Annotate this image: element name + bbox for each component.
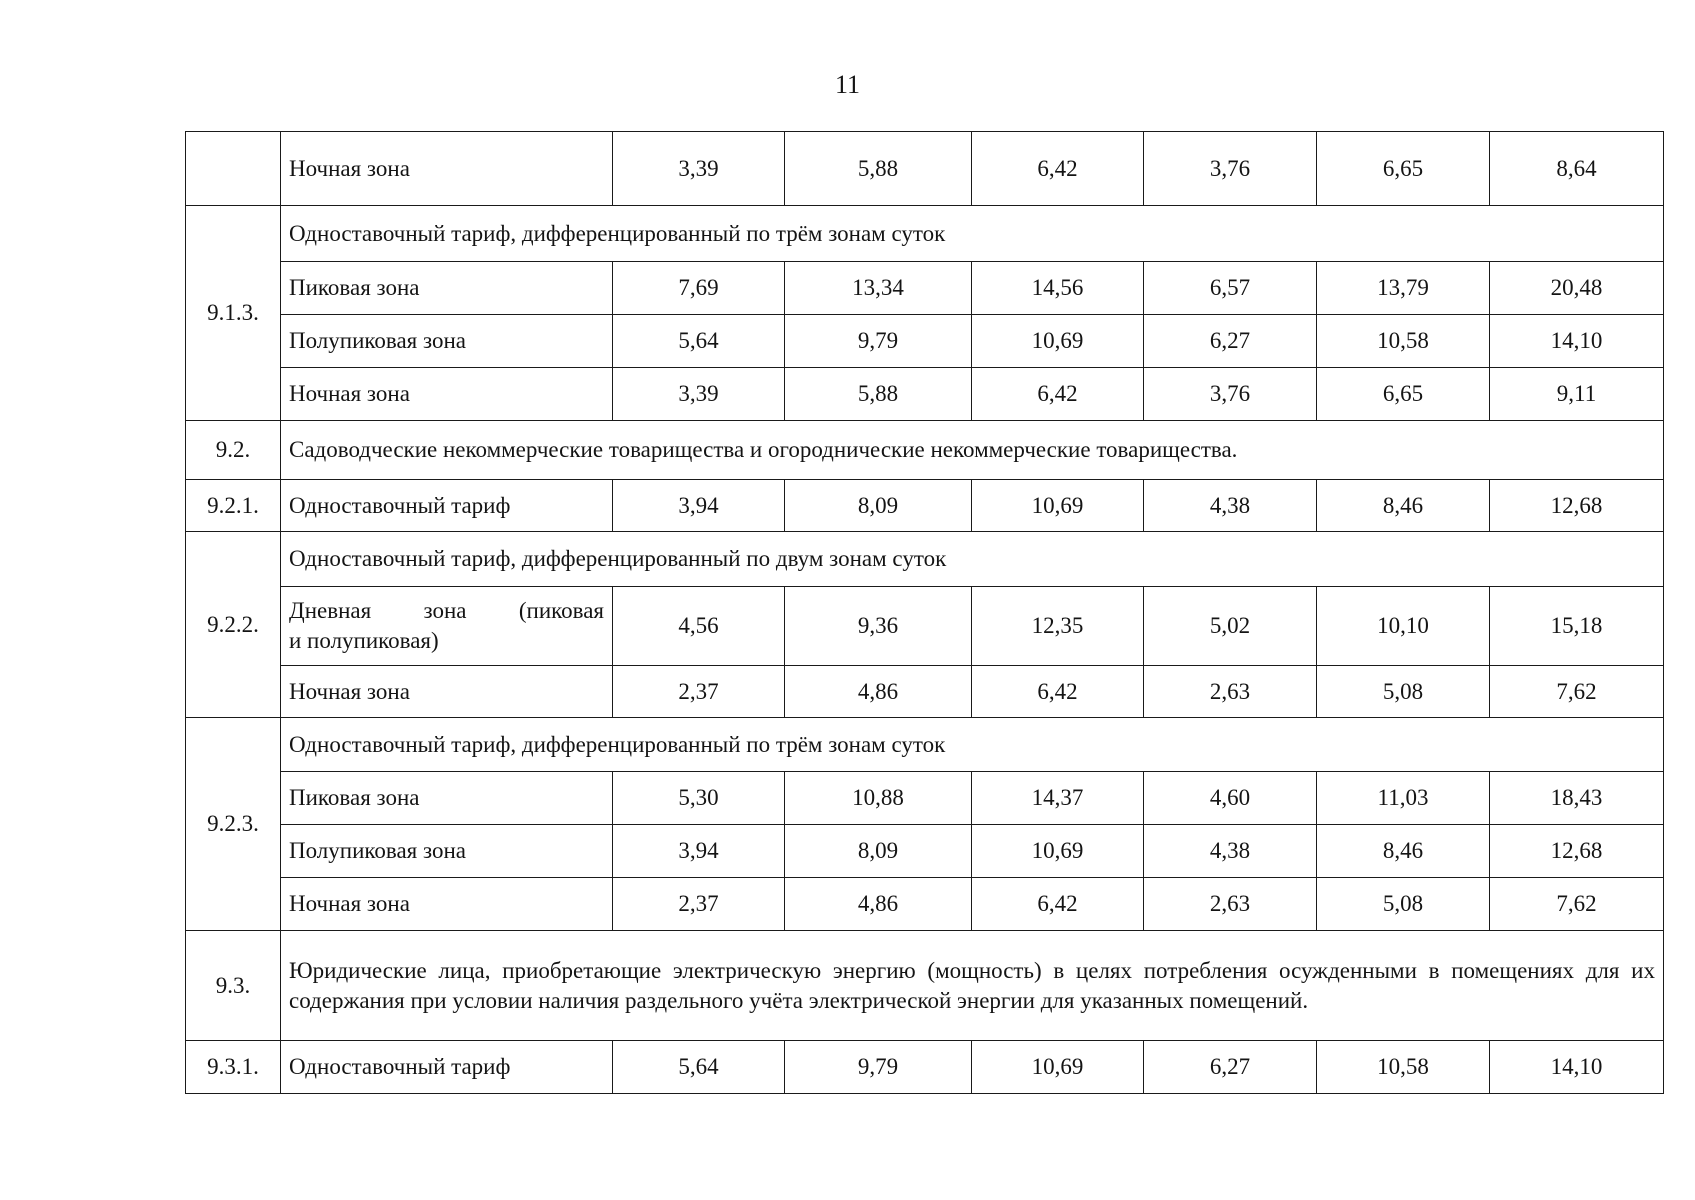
section-heading-row <box>186 206 1664 262</box>
value-cell: 8,46 <box>1317 480 1490 532</box>
row-label <box>281 587 613 666</box>
table-row <box>186 666 1664 718</box>
row-label: Ночная зона <box>281 666 613 718</box>
table-row <box>186 262 1664 315</box>
table-row <box>186 315 1664 368</box>
value-cell: 10,69 <box>972 315 1144 368</box>
value-cell: 12,68 <box>1490 480 1664 532</box>
value-cell: 10,69 <box>972 480 1144 532</box>
value-cell: 6,42 <box>972 368 1144 421</box>
row-number-cell: 9.2.2. <box>186 532 281 718</box>
value-cell: 7,62 <box>1490 666 1664 718</box>
value-cell: 3,39 <box>613 132 785 206</box>
value-cell: 5,88 <box>785 132 972 206</box>
section-heading: Одноставочный тариф, дифференцированный по трём зонам суток <box>281 206 1664 262</box>
table-row <box>186 772 1664 825</box>
row-number-cell: 9.3.1. <box>186 1041 281 1094</box>
value-cell: 2,63 <box>1144 666 1317 718</box>
value-cell: 8,64 <box>1490 132 1664 206</box>
value-cell: 3,39 <box>613 368 785 421</box>
row-number-cell: 9.3. <box>186 931 281 1041</box>
value-cell: 6,42 <box>972 132 1144 206</box>
value-cell: 4,60 <box>1144 772 1317 825</box>
value-cell: 4,86 <box>785 878 972 931</box>
row-label: Пиковая зона <box>281 262 613 315</box>
section-heading-row <box>186 718 1664 772</box>
value-cell: 10,69 <box>972 1041 1144 1094</box>
value-cell: 11,03 <box>1317 772 1490 825</box>
value-cell: 13,34 <box>785 262 972 315</box>
value-cell: 8,46 <box>1317 825 1490 878</box>
section-heading: Одноставочный тариф, дифференцированный по трём зонам суток <box>281 718 1664 772</box>
value-cell: 4,38 <box>1144 480 1317 532</box>
value-cell: 7,69 <box>613 262 785 315</box>
page-number: 11 <box>834 70 861 99</box>
value-cell: 20,48 <box>1490 262 1664 315</box>
value-cell: 9,11 <box>1490 368 1664 421</box>
value-cell: 6,65 <box>1317 368 1490 421</box>
value-cell: 6,42 <box>972 878 1144 931</box>
value-cell: 14,10 <box>1490 315 1664 368</box>
value-cell: 2,37 <box>613 878 785 931</box>
value-cell: 5,64 <box>613 315 785 368</box>
value-cell: 6,65 <box>1317 132 1490 206</box>
row-label: Ночная зона <box>281 878 613 931</box>
row-label-line: и полупиковая) <box>289 628 439 653</box>
value-cell: 5,08 <box>1317 666 1490 718</box>
value-cell: 3,94 <box>613 825 785 878</box>
value-cell: 10,88 <box>785 772 972 825</box>
row-label: Ночная зона <box>281 132 613 206</box>
value-cell: 6,27 <box>1144 315 1317 368</box>
row-number-cell: 9.1.3. <box>186 206 281 421</box>
section-row <box>186 421 1664 480</box>
value-cell: 6,42 <box>972 666 1144 718</box>
value-cell: 3,76 <box>1144 132 1317 206</box>
value-cell: 9,36 <box>785 587 972 666</box>
value-cell: 3,76 <box>1144 368 1317 421</box>
value-cell: 4,86 <box>785 666 972 718</box>
section-text: Садоводческие некоммерческие товарищества и огороднические некоммерческие товарищества. <box>281 421 1664 480</box>
value-cell: 3,94 <box>613 480 785 532</box>
row-label: Полупиковая зона <box>281 315 613 368</box>
value-cell: 10,10 <box>1317 587 1490 666</box>
value-cell: 9,79 <box>785 1041 972 1094</box>
value-cell: 12,68 <box>1490 825 1664 878</box>
value-cell: 5,02 <box>1144 587 1317 666</box>
table-row <box>186 368 1664 421</box>
row-label-line: Дневная зона (пиковая <box>289 598 604 623</box>
row-number-cell <box>186 132 281 206</box>
value-cell: 6,57 <box>1144 262 1317 315</box>
value-cell: 10,58 <box>1317 1041 1490 1094</box>
value-cell: 15,18 <box>1490 587 1664 666</box>
value-cell: 7,62 <box>1490 878 1664 931</box>
value-cell: 8,09 <box>785 825 972 878</box>
value-cell: 14,37 <box>972 772 1144 825</box>
value-cell: 8,09 <box>785 480 972 532</box>
table-row <box>186 587 1664 666</box>
value-cell: 14,56 <box>972 262 1144 315</box>
value-cell: 5,30 <box>613 772 785 825</box>
section-row <box>186 931 1664 1041</box>
section-heading-row <box>186 532 1664 587</box>
row-label: Ночная зона <box>281 368 613 421</box>
section-text: Юридические лица, приобретающие электрическую энергию (мощность) в целях потребления осужденными в помещениях для их содержания при условии наличия раздельного учёта электрической энергии для указанных помещений. <box>281 931 1664 1041</box>
value-cell: 4,38 <box>1144 825 1317 878</box>
value-cell: 5,64 <box>613 1041 785 1094</box>
value-cell: 18,43 <box>1490 772 1664 825</box>
value-cell: 6,27 <box>1144 1041 1317 1094</box>
section-heading: Одноставочный тариф, дифференцированный по двум зонам суток <box>281 532 1664 587</box>
row-number-cell: 9.2. <box>186 421 281 480</box>
value-cell: 4,56 <box>613 587 785 666</box>
table-row <box>186 480 1664 532</box>
value-cell: 13,79 <box>1317 262 1490 315</box>
value-cell: 5,88 <box>785 368 972 421</box>
table-row <box>186 132 1664 206</box>
row-number-cell: 9.2.3. <box>186 718 281 931</box>
value-cell: 9,79 <box>785 315 972 368</box>
table-row <box>186 825 1664 878</box>
row-label: Одноставочный тариф <box>281 480 613 532</box>
value-cell: 12,35 <box>972 587 1144 666</box>
value-cell: 5,08 <box>1317 878 1490 931</box>
table-row <box>186 878 1664 931</box>
value-cell: 10,69 <box>972 825 1144 878</box>
value-cell: 10,58 <box>1317 315 1490 368</box>
row-label: Пиковая зона <box>281 772 613 825</box>
value-cell: 14,10 <box>1490 1041 1664 1094</box>
tariff-table <box>185 131 1664 1094</box>
row-number-cell: 9.2.1. <box>186 480 281 532</box>
value-cell: 2,63 <box>1144 878 1317 931</box>
row-label: Одноставочный тариф <box>281 1041 613 1094</box>
value-cell: 2,37 <box>613 666 785 718</box>
row-label: Полупиковая зона <box>281 825 613 878</box>
table-row <box>186 1041 1664 1094</box>
